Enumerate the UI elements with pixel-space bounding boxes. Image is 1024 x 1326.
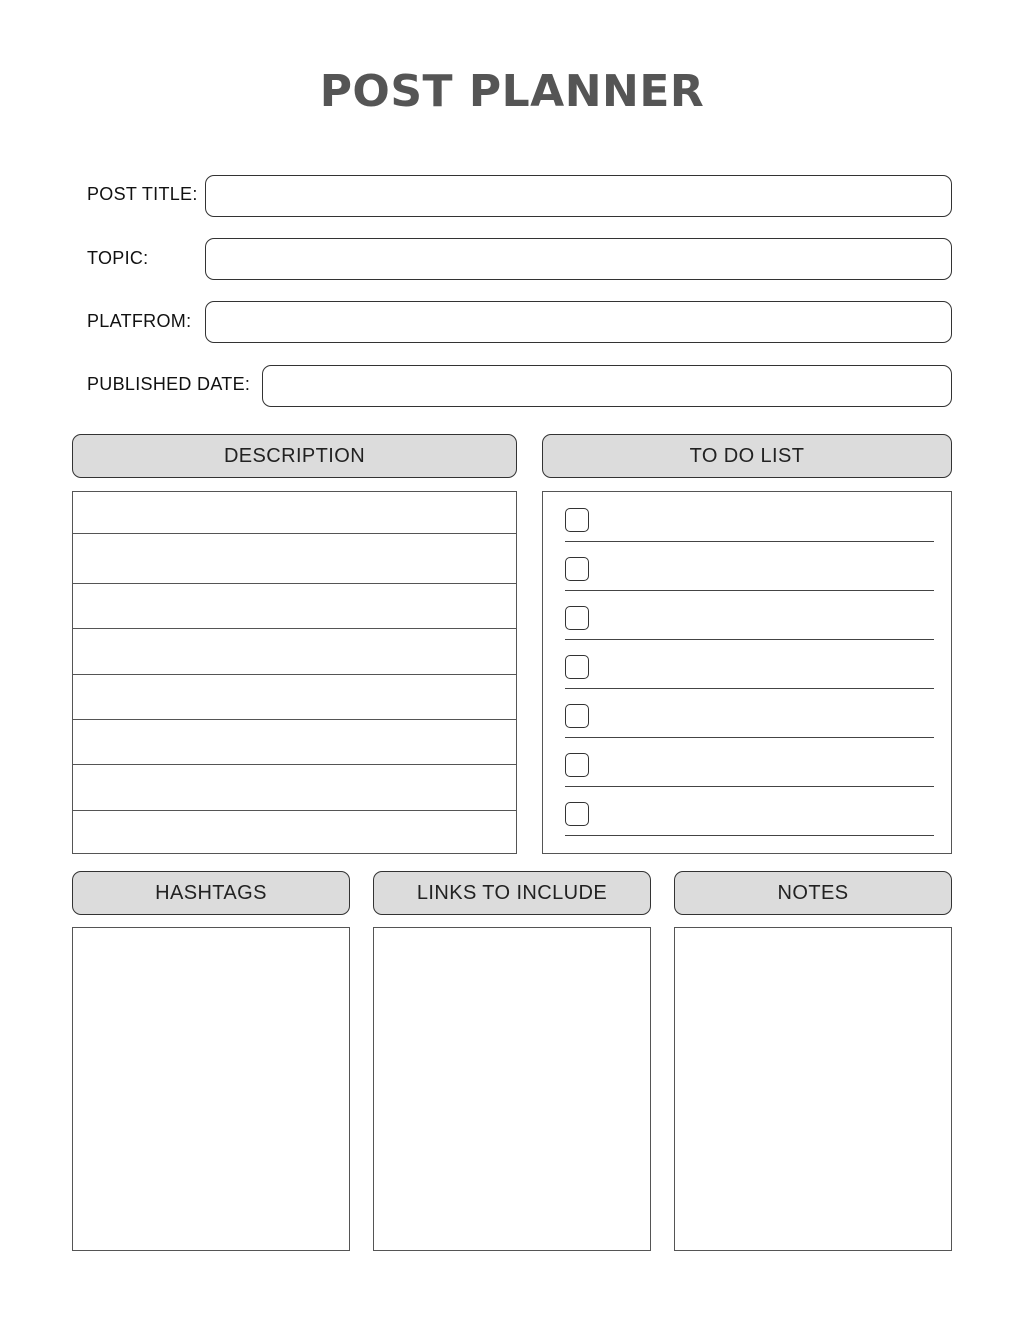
- notes-header: [674, 871, 952, 915]
- todo-header: [542, 434, 952, 478]
- description-panel[interactable]: [72, 491, 517, 854]
- published-date-field[interactable]: [262, 365, 952, 407]
- links-header: [373, 871, 651, 915]
- description-header: [72, 434, 517, 478]
- todo-item: [565, 542, 934, 591]
- todo-checkbox[interactable]: [565, 704, 589, 728]
- todo-checkbox[interactable]: [565, 753, 589, 777]
- post-title-label: POST TITLE:: [87, 184, 198, 204]
- todo-checkbox[interactable]: [565, 606, 589, 630]
- topic-field[interactable]: [205, 238, 952, 280]
- todo-item: [565, 591, 934, 640]
- description-line: [73, 764, 516, 765]
- description-line: [73, 533, 516, 534]
- description-line: [73, 583, 516, 584]
- hashtags-header: [72, 871, 350, 915]
- links-box[interactable]: [373, 927, 651, 1251]
- todo-checkbox[interactable]: [565, 508, 589, 532]
- links-header-label: LINKS TO INCLUDE: [416, 881, 608, 904]
- notes-box[interactable]: [674, 927, 952, 1251]
- description-line: [73, 628, 516, 629]
- todo-item: [565, 738, 934, 787]
- todo-checkbox[interactable]: [565, 655, 589, 679]
- description-line: [73, 674, 516, 675]
- page-title: POST PLANNER: [319, 66, 705, 117]
- todo-item: [565, 787, 934, 836]
- notes-header-label: NOTES: [777, 881, 849, 904]
- hashtags-header-label: HASHTAGS: [155, 881, 267, 904]
- post-title-field[interactable]: [205, 175, 952, 217]
- description-header-label: DESCRIPTION: [223, 444, 366, 467]
- topic-label: TOPIC:: [87, 248, 149, 268]
- todo-item: [565, 493, 934, 542]
- platform-field[interactable]: [205, 301, 952, 343]
- todo-item: [565, 689, 934, 738]
- todo-checkbox[interactable]: [565, 802, 589, 826]
- todo-item: [565, 640, 934, 689]
- todo-header-label: TO DO LIST: [689, 444, 805, 467]
- platform-label: PLATFROM:: [87, 311, 192, 331]
- published-date-label: PUBLISHED DATE:: [87, 374, 251, 394]
- hashtags-box[interactable]: [72, 927, 350, 1251]
- todo-line: [565, 835, 934, 836]
- description-line: [73, 719, 516, 720]
- todo-checkbox[interactable]: [565, 557, 589, 581]
- description-line: [73, 810, 516, 811]
